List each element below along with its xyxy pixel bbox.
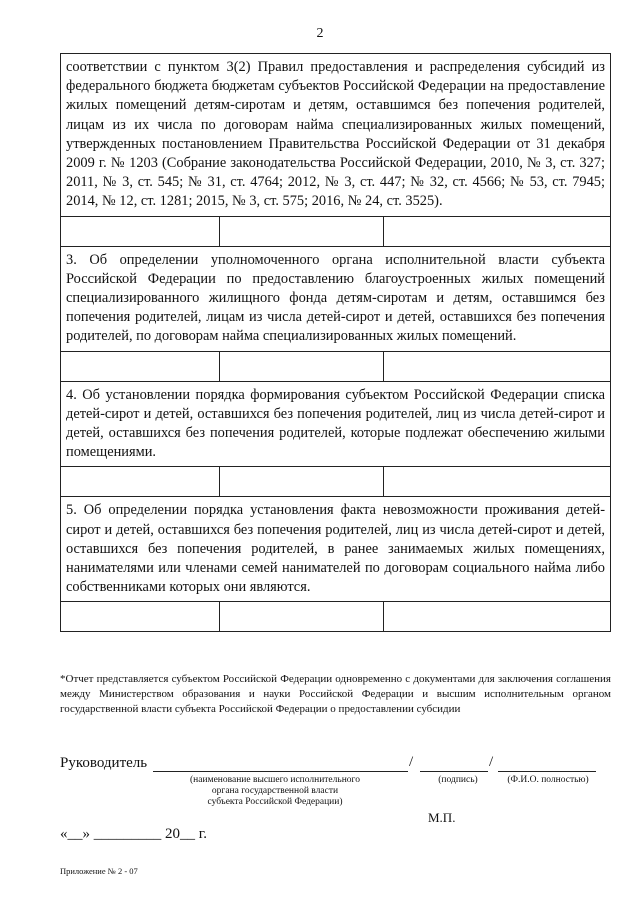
empty-cell[interactable] (61, 217, 220, 246)
empty-cell[interactable] (384, 217, 610, 246)
date-line: «__» _________ 20__ г. (60, 826, 207, 842)
empty-cell[interactable] (220, 467, 384, 496)
empty-cell[interactable] (220, 217, 384, 246)
empty-cell[interactable] (61, 467, 220, 496)
full-name-line[interactable] (498, 771, 596, 772)
empty-row (61, 351, 610, 382)
page-number: 2 (316, 26, 324, 41)
appendix-label: Приложение № 2 - 07 (60, 866, 138, 876)
section-5: 5. Об определении порядка установления факта невозможности проживания детей-сирот и детей, оставшихся без попечения родителей, лиц из числа детей-сирот и детей, оставшихся без попечения родителей, в ранее занимаемых жилых помещениях, нанимателями или членами семей нанимателей по договорам социального найма либо собственниками которых они являются. (66, 502, 605, 596)
empty-row (61, 216, 610, 247)
empty-cell[interactable] (220, 602, 384, 631)
empty-cell[interactable] (384, 602, 610, 631)
section-3: 3. Об определении уполномоченного органа исполнительной власти субъекта Российской Федерации по предоставлению благоустроенных жилых помещений специализированного жилищного фонда детям-сиротам и детям, оставшимся без попечения родителей, лицам из числа детей-сирот и детей, оставшихся без попечения родителей, по договорам найма специализированных жилых помещений. (66, 251, 605, 345)
empty-row (61, 466, 610, 497)
signature-caption: (подпись) (438, 775, 478, 785)
org-caption-line: (наименование высшего исполнительного (190, 775, 360, 785)
org-name-line[interactable] (153, 771, 408, 772)
name-caption: (Ф.И.О. полностью) (507, 775, 589, 785)
empty-cell[interactable] (384, 467, 610, 496)
slash-separator: / (409, 754, 414, 770)
footnote: *Отчет представляется субъектом Российской Федерации одновременно с документами для заключения соглашения между Министерством образования и науки Российской Федерации и высшим исполнительным органом государственной власти субъекта Российской Федерации о предоставлении субсидии (60, 673, 611, 715)
report-table (60, 53, 611, 632)
empty-cell[interactable] (384, 352, 610, 381)
org-caption-line: субъекта Российской Федерации) (207, 797, 343, 807)
org-caption-line: органа государственной власти (211, 786, 339, 796)
signature-label: Руководитель (60, 755, 148, 771)
org-caption (170, 775, 380, 808)
signature-line[interactable] (420, 771, 488, 772)
stamp-place: М.П. (428, 810, 456, 825)
empty-cell[interactable] (61, 602, 220, 631)
slash-separator: / (489, 754, 494, 770)
empty-cell[interactable] (220, 352, 384, 381)
section-continuation: соответствии с пунктом 3(2) Правил предоставления и распределения субсидий из федерального бюджета бюджетам субъектов Российской Федерации на предоставление жилых помещений детям-сиротам и детям, оставшимся без попечения родителей, лицам из их числа по договорам найма специализированных жилых помещений, утвержденных постановлением Правительства Российской Федерации от 31 декабря 2009 г. № 1203 (Собрание законодательства Российской Федерации, 2010, № 3, ст. 327; 2011, № 3, ст. 545; № 31, ст. 4764; 2012, № 3, ст. 447; № 32, ст. 4566; № 53, ст. 7945; 2014, № 12, ст. 1281; 2015, № 3, ст. 575; 2016, № 24, ст. 3525). (66, 59, 605, 210)
empty-cell[interactable] (61, 352, 220, 381)
empty-row (61, 601, 610, 631)
section-4: 4. Об установлении порядка формирования субъектом Российской Федерации списка детей-сирот и детей, оставшихся без попечения родителей, лиц из числа детей-сирот и детей, оставшихся без попечения родителей, которые подлежат обеспечению жилыми помещениями. (66, 386, 605, 461)
